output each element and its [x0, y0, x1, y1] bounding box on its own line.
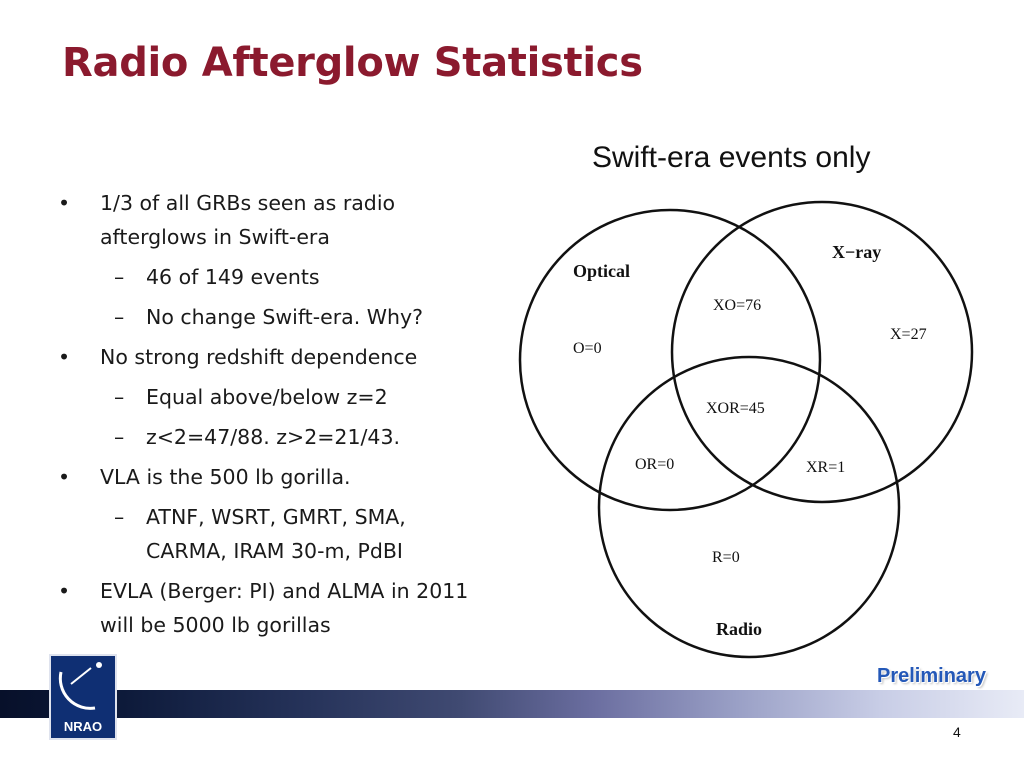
- sub-bullet-item: – z<2=47/88. z>2=21/43.: [114, 425, 401, 449]
- preliminary-label: Preliminary: [877, 665, 986, 687]
- sub-bullet-item: – ATNF, WSRT, GMRT, SMA, CARMA, IRAM 30-m, PdBI: [114, 505, 406, 563]
- page-number: 4: [953, 724, 961, 740]
- region-r: R=0: [712, 549, 740, 566]
- optical-label: Optical: [573, 261, 630, 281]
- region-xor: XOR=45: [706, 400, 765, 417]
- bullet-list: [58, 186, 488, 642]
- sub-bullet-text: ATNF, WSRT, GMRT, SMA, CARMA, IRAM 30-m, PdBI: [146, 505, 406, 563]
- slide-title: Radio Afterglow Statistics: [62, 40, 643, 86]
- region-o: O=0: [573, 340, 602, 357]
- sub-bullet-text: z<2=47/88. z>2=21/43.: [146, 425, 401, 449]
- region-or: OR=0: [635, 456, 675, 473]
- region-xr: XR=1: [806, 459, 846, 476]
- venn-diagram: [510, 195, 990, 675]
- region-x: X=27: [890, 326, 927, 343]
- sub-bullet-text: No change Swift-era. Why?: [146, 305, 424, 329]
- region-xo: XO=76: [713, 297, 762, 314]
- xray-circle: [672, 202, 972, 502]
- footer-banner: [0, 690, 1024, 718]
- bullet-text: VLA is the 500 lb gorilla.: [100, 465, 351, 489]
- bullet-item: • EVLA (Berger: PI) and ALMA in 2011 will be 5000 lb gorillas: [58, 579, 469, 637]
- sub-bullet-item: – No change Swift-era. Why?: [114, 305, 424, 329]
- radio-label: Radio: [716, 619, 763, 639]
- sub-bullet-text: 46 of 149 events: [146, 265, 320, 289]
- bullet-item: • No strong redshift dependence: [58, 345, 418, 369]
- bullet-text: No strong redshift dependence: [100, 345, 418, 369]
- sub-bullet-item: – Equal above/below z=2: [114, 385, 388, 409]
- bullet-item: • VLA is the 500 lb gorilla.: [58, 465, 351, 489]
- sub-bullet-text: Equal above/below z=2: [146, 385, 388, 409]
- logo-text: NRAO: [63, 719, 103, 734]
- bullet-text: EVLA (Berger: PI) and ALMA in 2011 will be 5000 lb gorillas: [100, 579, 469, 637]
- bullet-item: • 1/3 of all GRBs seen as radio afterglows in Swift-era: [58, 191, 396, 249]
- radio-telescope-icon: [51, 656, 115, 716]
- venn-subtitle: Swift-era events only: [592, 141, 871, 174]
- sub-bullet-item: – 46 of 149 events: [114, 265, 320, 289]
- xray-label: X−ray: [832, 242, 882, 262]
- bullet-text: 1/3 of all GRBs seen as radio afterglows in Swift-era: [100, 191, 396, 249]
- nrao-logo: [49, 654, 117, 740]
